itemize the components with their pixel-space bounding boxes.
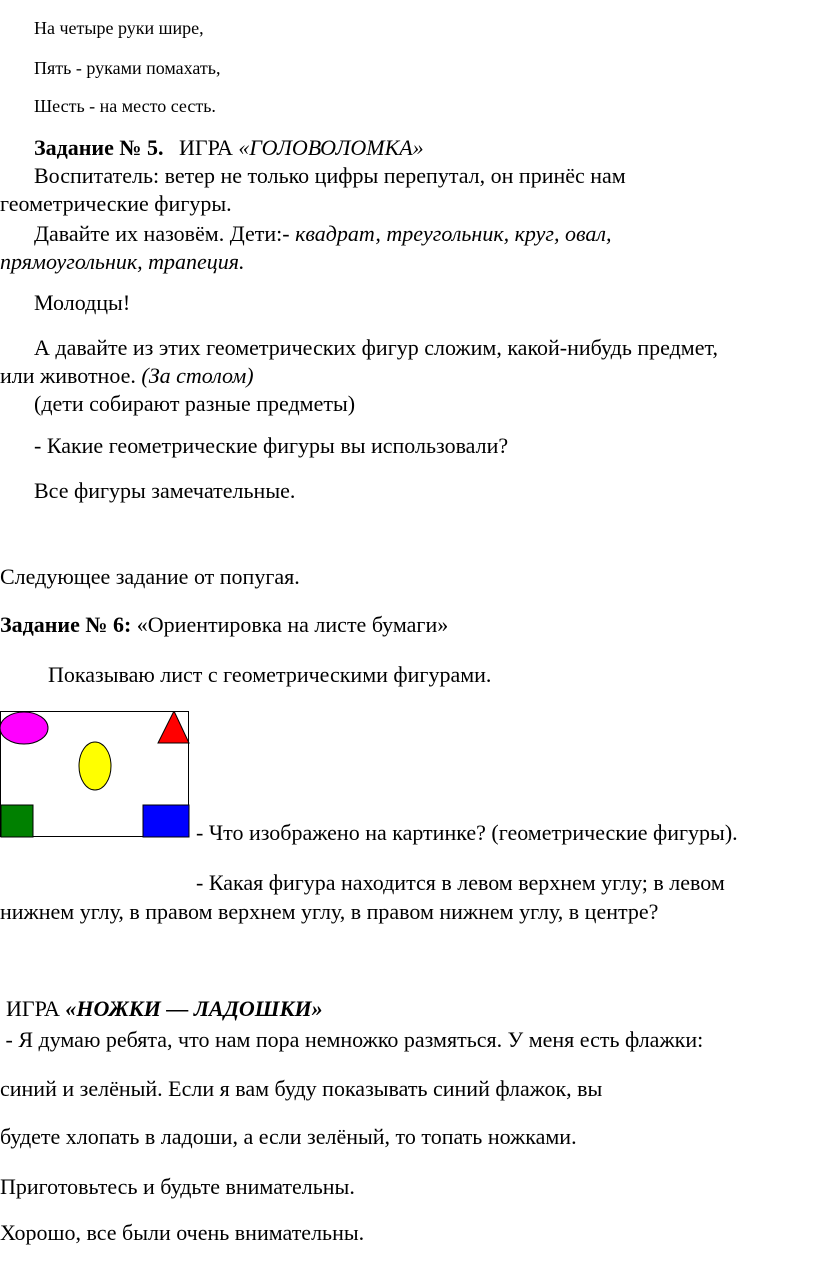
task6-intro: Показываю лист с геометрическими фигурами.	[48, 662, 492, 687]
paragraph-line: А давайте из этих геометрических фигур сложим, какой-нибудь предмет,	[34, 335, 718, 360]
children-answer: квадрат, треугольник, круг, овал,	[295, 221, 612, 246]
game2-game-word: ИГРА	[6, 996, 60, 1021]
task6-title: «Ориентировка на листе бумаги»	[136, 612, 449, 637]
blue-rectangle-shape	[143, 805, 189, 837]
verse-line: На четыре руки шире,	[34, 18, 204, 38]
praise-line: Молодцы!	[34, 290, 131, 315]
paragraph-line	[0, 363, 254, 389]
task5-heading: Задание № 5.	[34, 135, 164, 160]
paragraph-line: синий и зелёный. Если я вам буду показывать синий флажок, вы	[0, 1076, 603, 1101]
paragraph-text: или животное.	[0, 363, 136, 388]
task5-heading-line	[34, 135, 424, 161]
paragraph-line: Воспитатель: ветер не только цифры перепутал, он принёс нам	[34, 163, 626, 188]
paragraph-line: геометрические фигуры.	[0, 191, 232, 216]
question-line: - Какая фигура находится в левом верхнем углу; в левом	[196, 870, 725, 895]
paragraph-line: Хорошо, все были очень внимательны.	[0, 1220, 365, 1245]
task6-heading-line	[0, 612, 448, 638]
verse-line: Шесть - на место сесть.	[34, 96, 216, 116]
yellow-oval-shape	[79, 742, 111, 790]
stage-direction: (За столом)	[141, 363, 254, 388]
conclusion-line: Все фигуры замечательные.	[34, 478, 296, 503]
red-triangle-shape	[158, 711, 189, 743]
task6-heading: Задание № 6:	[0, 612, 132, 637]
task5-game-title: «ГОЛОВОЛОМКА»	[238, 135, 424, 160]
task5-game-word: ИГРА	[178, 135, 233, 160]
question-line: - Что изображено на картинке? (геометрические фигуры).	[196, 820, 738, 845]
next-task-line: Следующее задание от попугая.	[0, 564, 300, 589]
game2-heading-line	[6, 996, 323, 1022]
paragraph-line: будете хлопать в ладоши, а если зелёный, то топать ножками.	[0, 1124, 577, 1149]
magenta-oval-shape	[0, 712, 48, 744]
paragraph-line	[34, 221, 611, 247]
children-answer-intro: Давайте их назовём. Дети:-	[34, 221, 290, 246]
paragraph-line: Приготовьтесь и будьте внимательны.	[0, 1174, 355, 1199]
game2-title: «НОЖКИ — ЛАДОШКИ»	[65, 996, 323, 1021]
verse-line: Пять - руками помахать,	[34, 58, 221, 78]
question-line: - Какие геометрические фигуры вы использовали?	[34, 433, 509, 458]
green-square-shape	[1, 805, 33, 837]
paragraph-line: - Я думаю ребята, что нам пора немножко размяться. У меня есть флажки:	[0, 1027, 704, 1052]
shapes-figure	[0, 711, 192, 841]
paragraph-line: (дети собирают разные предметы)	[34, 391, 356, 416]
children-answer-continued: прямоугольник, трапеция.	[0, 249, 245, 274]
question-line-continued: нижнем углу, в правом верхнем углу, в правом нижнем углу, в центре?	[0, 899, 659, 924]
